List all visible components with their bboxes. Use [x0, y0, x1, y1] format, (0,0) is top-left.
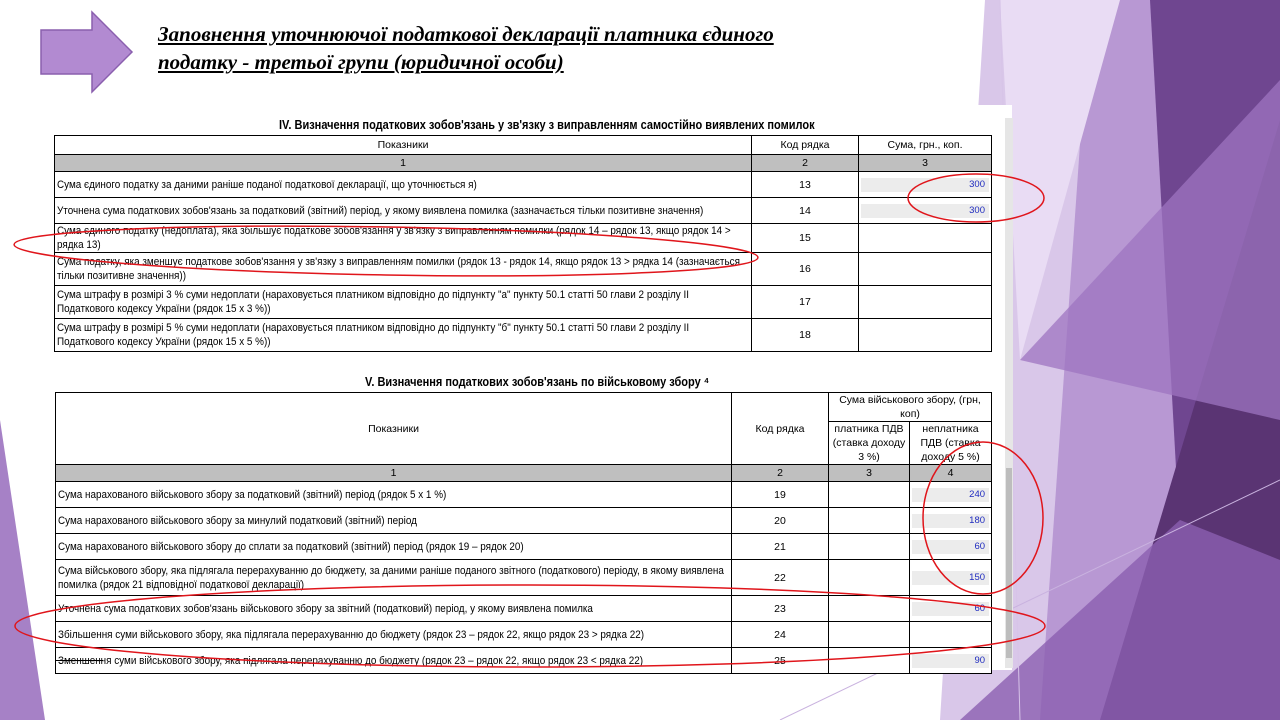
row-code: 23 [732, 596, 829, 622]
row-code: 25 [732, 648, 829, 674]
table-row [55, 198, 992, 224]
arrow-right-shape [38, 10, 138, 96]
row-code: 15 [752, 224, 859, 253]
value-cell [829, 648, 910, 674]
table-row [56, 622, 992, 648]
row-label: Сума штрафу в розмірі 3 % суми недоплати (нараховується платником відповідно до підпункту "а" пункту 50.1 статті 50 глави 2 розділу ІІ Податкового кодексу України (рядок 15 х 3 %)) [55, 286, 752, 319]
header-row-code: Код рядка [752, 136, 859, 155]
value-cell [910, 560, 992, 596]
column-number: 2 [732, 465, 829, 482]
scrollbar-thumb[interactable] [1006, 468, 1012, 658]
row-label: Сума податку, яка зменшує податкове зобов'язання у зв'язку з виправленням помилки (рядок 13 - рядок 14, якщо рядок 13 > рядка 14 (зазначається тільки позитивне значення)) [55, 253, 752, 286]
slide-title [158, 20, 918, 76]
section-5-table [55, 392, 992, 674]
row-code: 20 [732, 508, 829, 534]
row-code: 24 [732, 622, 829, 648]
non-vat-value-field[interactable]: 150 [912, 571, 989, 585]
value-cell [859, 198, 992, 224]
non-vat-value-field[interactable]: 240 [912, 488, 989, 502]
value-cell [859, 253, 992, 286]
row-code: 16 [752, 253, 859, 286]
table-row [56, 482, 992, 508]
vertical-scrollbar[interactable] [1005, 118, 1013, 668]
row-code: 14 [752, 198, 859, 224]
footnote-separator [55, 660, 103, 661]
value-field[interactable]: 300 [861, 204, 989, 218]
value-cell [829, 560, 910, 596]
table-row [56, 648, 992, 674]
column-number: 1 [55, 155, 752, 172]
row-code: 13 [752, 172, 859, 198]
table-row [55, 224, 992, 253]
row-label: Сума єдиного податку за даними раніше поданої податкової декларації, що уточнюється я) [55, 172, 752, 198]
value-cell [910, 534, 992, 560]
section-5-title: V. Визначення податкових зобов'язань по військовому збору ⁴ [365, 375, 710, 389]
row-label: Сума нарахованого військового збору за податковий (звітний) період (рядок 5 х 1 %) [56, 482, 732, 508]
value-cell [859, 224, 992, 253]
value-cell [910, 648, 992, 674]
value-cell [829, 508, 910, 534]
table-header-row [55, 136, 992, 155]
column-number-row [56, 465, 992, 482]
value-cell [829, 622, 910, 648]
table-row [55, 172, 992, 198]
non-vat-value-field[interactable]: 60 [912, 602, 989, 616]
slide-title-line-2: податку - третьої групи (юридичної особи) [158, 50, 564, 74]
table-row [55, 286, 992, 319]
row-label: Сума нарахованого військового збору за минулий податковий (звітний) період [56, 508, 732, 534]
value-cell [829, 534, 910, 560]
section-4-title: IV. Визначення податкових зобов'язань у зв'язку з виправленням самостійно виявлених помилок [279, 118, 815, 132]
row-code: 19 [732, 482, 829, 508]
header-non-vat-payer: неплатника ПДВ (ставка доходу 5 %) [910, 422, 992, 465]
row-code: 22 [732, 560, 829, 596]
non-vat-value-field[interactable]: 60 [912, 540, 989, 554]
table-header-row [56, 393, 992, 422]
value-cell [859, 286, 992, 319]
row-label: Сума нарахованого військового збору до сплати за податковий (звітний) період (рядок 19 – рядок 20) [56, 534, 732, 560]
header-vat-payer: платника ПДВ (ставка доходу 3 %) [829, 422, 910, 465]
value-cell [910, 622, 992, 648]
row-code: 18 [752, 319, 859, 352]
row-label: Зменшення суми військового збору, яка підлягала перерахуванню до бюджету (рядок 23 – рядок 22, якщо рядок 23 < рядка 22) [56, 648, 732, 674]
table-row [56, 560, 992, 596]
row-label: Уточнена сума податкових зобов'язань за податковий (звітний) період, у якому виявлена помилка (зазначається тільки позитивне значення) [55, 198, 752, 224]
value-cell [910, 596, 992, 622]
header-sum: Сума, грн., коп. [859, 136, 992, 155]
section-4-table [54, 135, 992, 352]
value-cell [859, 319, 992, 352]
row-code: 17 [752, 286, 859, 319]
header-sum-group: Сума військового збору, (грн, коп) [829, 393, 992, 422]
row-label: Сума єдиного податку (недоплата), яка збільшує податкове зобов'язання у зв'язку з виправленням помилки (рядок 14 – рядок 13, якщо рядок 14 > рядка 13) [55, 224, 752, 253]
bg-left-strip [0, 420, 45, 720]
column-number: 1 [56, 465, 732, 482]
row-label: Уточнена сума податкових зобов'язань військового збору за звітний (податковий) період, у якому виявлена помилка [56, 596, 732, 622]
value-cell [910, 482, 992, 508]
row-label: Збільшення суми військового збору, яка підлягала перерахуванню до бюджету (рядок 23 – рядок 22, якщо рядок 23 > рядка 22) [56, 622, 732, 648]
value-cell [910, 508, 992, 534]
table-row [56, 534, 992, 560]
non-vat-value-field[interactable]: 90 [912, 654, 989, 668]
header-indicators: Показники [56, 393, 732, 465]
non-vat-value-field[interactable]: 180 [912, 514, 989, 528]
table-row [55, 253, 992, 286]
value-cell [829, 596, 910, 622]
header-indicators: Показники [55, 136, 752, 155]
column-number: 2 [752, 155, 859, 172]
value-cell [859, 172, 992, 198]
row-code: 21 [732, 534, 829, 560]
column-number-row [55, 155, 992, 172]
table-row [56, 596, 992, 622]
row-label: Сума військового збору, яка підлягала перерахуванню до бюджету, за даними раніше поданого звітного (податкового) періоду, в якому виявлена помилка (рядок 21 відповідної податкової декларації) [56, 560, 732, 596]
value-cell [829, 482, 910, 508]
column-number: 3 [859, 155, 992, 172]
slide-title-line-1: Заповнення уточнюючої податкової декларації платника єдиного [158, 22, 774, 46]
header-row-code: Код рядка [732, 393, 829, 465]
column-number: 3 [829, 465, 910, 482]
row-label: Сума штрафу в розмірі 5 % суми недоплати (нараховується платником відповідно до підпункту "б" пункту 50.1 статті 50 глави 2 розділу ІІ Податкового кодексу України (рядок 15 х 5 %)) [55, 319, 752, 352]
table-row [56, 508, 992, 534]
value-field[interactable]: 300 [861, 178, 989, 192]
column-number: 4 [910, 465, 992, 482]
table-row [55, 319, 992, 352]
